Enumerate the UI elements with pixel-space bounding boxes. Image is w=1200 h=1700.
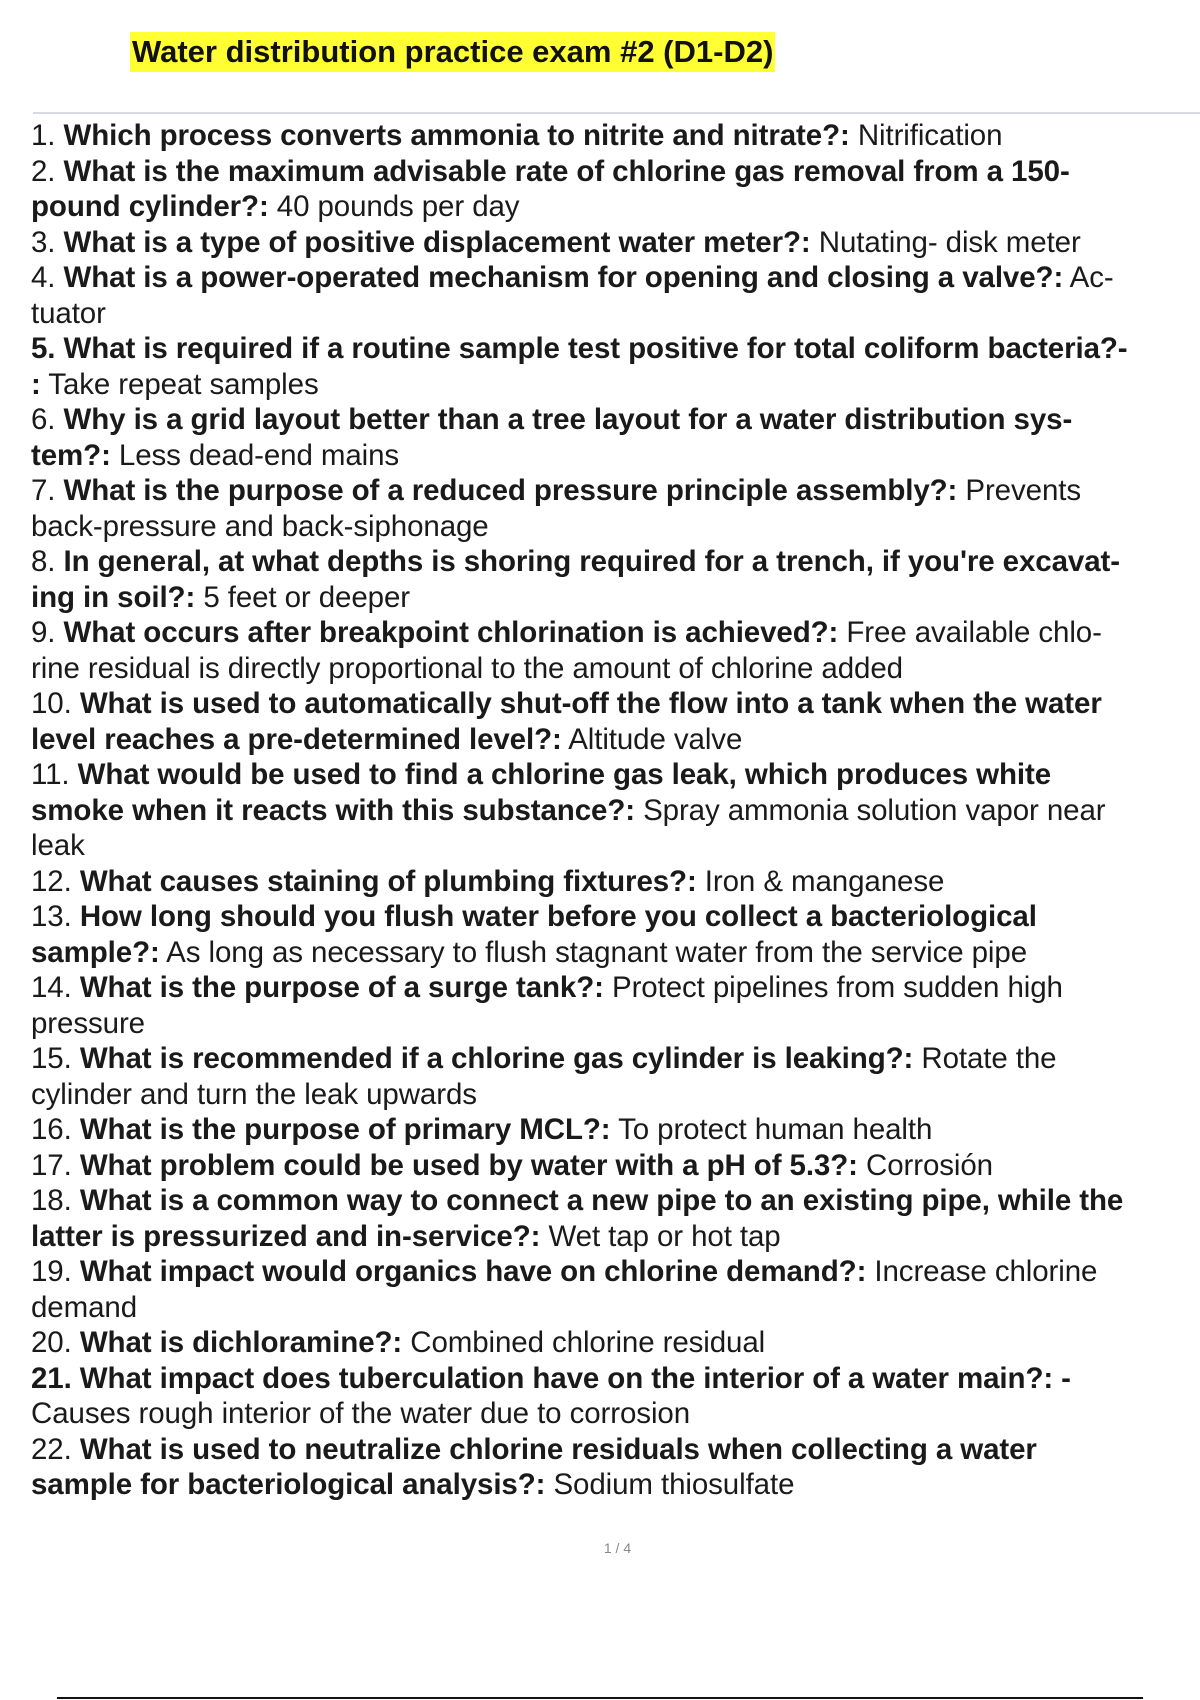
question-text: What is a power-operated mechanism for opening and closing a valve?: (63, 261, 1064, 294)
qa-line (31, 615, 1200, 651)
answer-text: Less dead-end mains (110, 438, 400, 472)
qa-item (31, 1112, 1200, 1148)
question-text: What impact would organics have on chlorine demand?: (79, 1255, 867, 1288)
question-text: What is the purpose of a reduced pressure principle assembly?: (63, 474, 958, 507)
question-text: Why is a grid layout better than a tree layout for a water distribution sys- (63, 403, 1073, 436)
question-text: How long should you flush water before you collect a bacteriological (79, 900, 1037, 933)
question-text: latter is pressurized and in-service?: (31, 1219, 541, 1253)
answer-text: 11. (31, 758, 78, 791)
qa-line (31, 1467, 1200, 1503)
answer-text: Ac- (1063, 261, 1114, 294)
qa-line (31, 651, 1200, 687)
question-text: sample?: (31, 935, 160, 969)
qa-item (31, 544, 1200, 615)
qa-line (31, 793, 1200, 829)
qa-line (31, 580, 1200, 616)
qa-line (31, 828, 1200, 864)
qa-line (31, 1219, 1200, 1255)
qa-item (31, 331, 1200, 402)
qa-item (31, 899, 1200, 970)
answer-text: Free available chlo- (838, 616, 1102, 649)
qa-item (31, 757, 1200, 864)
qa-item (31, 1041, 1200, 1112)
answer-text: Corrosión (857, 1148, 993, 1182)
answer-text: 4. (31, 261, 64, 294)
qa-line (31, 1183, 1200, 1219)
answer-text: 15. (31, 1042, 80, 1075)
qa-item (31, 473, 1200, 544)
qa-line (31, 935, 1200, 971)
question-text: pound cylinder?: (31, 190, 269, 223)
answer-text: 19. (31, 1255, 80, 1288)
qa-line (31, 1361, 1200, 1397)
qa-line (31, 1325, 1200, 1361)
question-list (31, 118, 1200, 1503)
qa-line (31, 1041, 1200, 1077)
answer-text: 13. (31, 900, 80, 933)
qa-line (31, 154, 1200, 190)
answer-text: Iron & manganese (696, 864, 945, 898)
qa-line (31, 1396, 1200, 1432)
answer-text: Sodium thiosulfate (545, 1468, 795, 1501)
answer-text: 40 pounds per day (268, 190, 520, 223)
answer-text: demand (31, 1290, 138, 1324)
qa-item (31, 1254, 1200, 1325)
question-text: level reaches a pre-determined level?: (31, 722, 562, 756)
question-text: What problem could be used by water with a pH of 5.3?: (79, 1148, 858, 1182)
answer-text: Spray ammonia solution vapor near (634, 793, 1106, 827)
bottom-divider (57, 1697, 1143, 1699)
qa-line (31, 1006, 1200, 1042)
question-text: What is the purpose of a surge tank?: (79, 971, 604, 1004)
qa-item (31, 615, 1200, 686)
qa-item (31, 1432, 1200, 1503)
question-text: What is recommended if a chlorine gas cylinder is leaking?: (79, 1042, 914, 1075)
question-text: ing in soil?: (31, 580, 196, 614)
answer-text: cylinder and turn the leak upwards (31, 1077, 477, 1111)
answer-text: leak (31, 829, 85, 862)
answer-text: Rotate the (913, 1042, 1057, 1075)
qa-line (31, 260, 1200, 296)
question-text: What is the purpose of primary MCL?: (79, 1113, 611, 1146)
answer-text: 1. (31, 119, 64, 152)
answer-text: 6. (31, 403, 64, 436)
qa-line (31, 225, 1200, 261)
answer-text: Protect pipelines from sudden high (603, 971, 1063, 1004)
answer-text: Increase chlorine (866, 1255, 1098, 1288)
answer-text: 5 feet or deeper (195, 580, 411, 614)
qa-line (31, 296, 1200, 332)
question-text: What is a type of positive displacement water meter?: (63, 225, 811, 259)
qa-line (31, 402, 1200, 438)
answer-text: rine residual is directly proportional to the amount of chlorine added (31, 651, 903, 685)
qa-item (31, 1325, 1200, 1361)
qa-item (31, 1183, 1200, 1254)
answer-text: 3. (31, 225, 64, 259)
answer-text: 18. (31, 1184, 80, 1217)
question-text: In general, at what depths is shoring required for a trench, if you're excavat- (63, 545, 1120, 578)
question-text: What occurs after breakpoint chlorination is achieved?: (63, 616, 839, 649)
answer-text: 12. (31, 864, 80, 898)
qa-item (31, 402, 1200, 473)
answer-text: Nitrification (849, 119, 1003, 152)
question-text: What would be used to find a chlorine gas leak, which produces white (77, 758, 1052, 791)
answer-text: 7. (31, 474, 64, 507)
answer-text: back-pressure and back-siphonage (31, 509, 489, 543)
page-title: Water distribution practice exam #2 (D1-D2) (130, 32, 775, 72)
answer-text: 16. (31, 1113, 80, 1146)
qa-line (31, 509, 1200, 545)
qa-item (31, 118, 1200, 154)
answer-text: 14. (31, 971, 80, 1004)
qa-line (31, 970, 1200, 1006)
qa-line (31, 331, 1200, 367)
answer-text: 17. (31, 1148, 80, 1182)
qa-line (31, 1112, 1200, 1148)
qa-item (31, 225, 1200, 261)
answer-text: tuator (31, 296, 106, 330)
title-wrap (130, 32, 775, 72)
page-number: 1 / 4 (603, 1540, 632, 1556)
qa-line (31, 438, 1200, 474)
answer-text: Prevents (957, 474, 1081, 507)
qa-item (31, 864, 1200, 900)
answer-text: As long as necessary to flush stagnant water from the service pipe (159, 935, 1028, 969)
question-text: : (31, 367, 41, 401)
qa-line (31, 118, 1200, 154)
qa-item (31, 154, 1200, 225)
answer-text: Causes rough interior of the water due to corrosion (31, 1397, 691, 1430)
qa-item (31, 1148, 1200, 1184)
answer-text: Wet tap or hot tap (540, 1219, 781, 1253)
qa-line (31, 544, 1200, 580)
qa-line (31, 757, 1200, 793)
qa-line (31, 1432, 1200, 1468)
question-text: What is the maximum advisable rate of chlorine gas removal from a 150- (63, 154, 1070, 188)
question-text: smoke when it reacts with this substance?: (31, 793, 635, 827)
answer-text: pressure (31, 1006, 145, 1040)
qa-line (31, 1077, 1200, 1113)
qa-line (31, 1290, 1200, 1326)
answer-text: Combined chlorine residual (402, 1326, 766, 1359)
qa-line (31, 1148, 1200, 1184)
title-divider (33, 112, 1200, 114)
question-text: What is a common way to connect a new pipe to an existing pipe, while the (79, 1184, 1124, 1217)
answer-text: Altitude valve (561, 722, 743, 756)
answer-text: 10. (31, 687, 80, 720)
answer-text: 20. (31, 1326, 80, 1359)
question-text: 5. What is required if a routine sample test positive for total coliform bacteria?- (31, 332, 1128, 365)
qa-line (31, 864, 1200, 900)
qa-item (31, 686, 1200, 757)
question-text: What causes staining of plumbing fixtures?: (79, 864, 697, 898)
qa-line (31, 367, 1200, 403)
answer-text: 2. (31, 154, 64, 188)
qa-line (31, 473, 1200, 509)
question-text: Which process converts ammonia to nitrite and nitrate?: (63, 119, 850, 152)
question-text: What is dichloramine?: (79, 1326, 403, 1359)
question-text: 21. What impact does tuberculation have on the interior of a water main?: - (31, 1361, 1071, 1395)
qa-line (31, 899, 1200, 935)
question-text: sample for bacteriological analysis?: (31, 1468, 546, 1501)
answer-text: To protect human health (610, 1113, 933, 1146)
question-text: tem?: (31, 438, 111, 472)
qa-line (31, 722, 1200, 758)
answer-text: 8. (31, 545, 64, 578)
answer-text: 22. (31, 1432, 80, 1466)
qa-line (31, 686, 1200, 722)
qa-line (31, 1254, 1200, 1290)
qa-line (31, 189, 1200, 225)
qa-item (31, 970, 1200, 1041)
qa-item (31, 260, 1200, 331)
answer-text: Nutating- disk meter (810, 225, 1081, 259)
question-text: What is used to automatically shut-off the flow into a tank when the water (79, 687, 1102, 720)
answer-text: Take repeat samples (40, 367, 319, 401)
qa-item (31, 1361, 1200, 1432)
question-text: What is used to neutralize chlorine residuals when collecting a water (79, 1432, 1037, 1466)
answer-text: 9. (31, 616, 64, 649)
